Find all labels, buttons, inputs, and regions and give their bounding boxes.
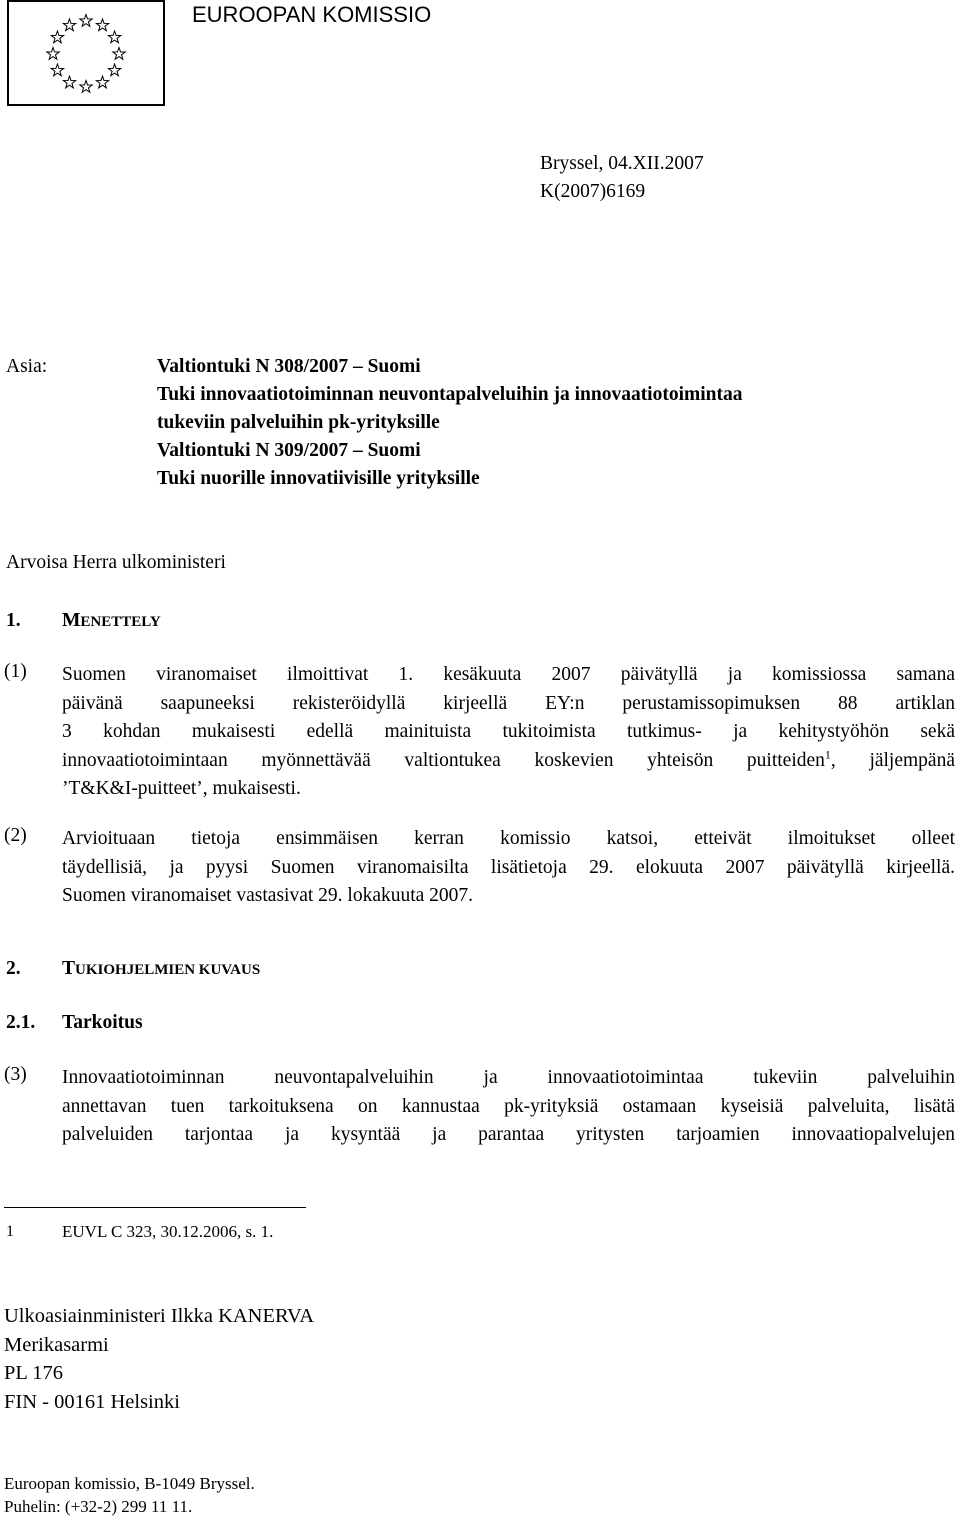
paragraph-text: Innovaatiotoiminnan neuvontapalveluihin ja innovaatiotoimintaa tukeviin palveluihin annettavan tuen tarkoituksena on kannustaa pk-yrityksiä ostamaan kyseisiä palveluita, lisätä palveluiden tarjontaa ja kysyntää ja parantaa yritysten tarjoamien innovaatiopalvelujen <box>62 1067 955 1145</box>
subject-line: Tuki innovaatiotoiminnan neuvontapalveluihin ja innovaatiotoimintaa <box>157 384 743 405</box>
section-heading-2-1 <box>0 1012 960 1040</box>
star-icon <box>63 76 75 88</box>
section-number: 2. <box>6 958 21 979</box>
section-heading-1 <box>0 610 960 638</box>
star-icon <box>80 81 92 93</box>
eu-stars-icon <box>9 2 163 104</box>
paragraph-number: (3) <box>4 1064 27 1085</box>
footnote-divider <box>4 1207 306 1208</box>
star-icon <box>51 64 63 76</box>
star-icon <box>96 76 108 88</box>
star-icon <box>96 19 108 31</box>
eu-flag-logo <box>7 0 165 106</box>
paragraph-text: Suomen viranomaiset ilmoittivat 1. kesäkuuta 2007 päivätyllä ja komissiossa samana päivänä saapuneeksi rekisteröidyllä kirjeellä EY:n perustamissopimuksen 88 artiklan 3 kohdan mukaisesti edellä mainituista tukitoimista tutkimus- ja kehitystyöhön sekä innovaatiotoimintaan myönnettävää valtiontukea koskevien yhteisön puitteiden$^1$, jäljempänä ’T&K&I-puitteet’, mukaisesti. <box>62 664 955 799</box>
paragraph-line-with-footnote: innovaatiotoimintaan myönnettävää valtiontukea koskevien yhteisön puitteiden$^1$, jäljempänä <box>62 747 955 771</box>
star-icon <box>108 31 120 43</box>
addressee-line: FIN - 00161 Helsinki <box>4 1391 180 1413</box>
star-icon <box>80 15 92 27</box>
subject-line: Tuki nuorille innovatiivisille yrityksille <box>157 468 480 489</box>
paragraph-number: (2) <box>4 825 27 846</box>
section-title: TUKIOHJELMIEN KUVAUS <box>62 958 261 979</box>
addressee-line: PL 176 <box>4 1362 64 1384</box>
footnote-reference[interactable]: 1 <box>824 747 831 761</box>
addressee-line: Ulkoasiainministeri Ilkka KANERVA <box>4 1305 315 1327</box>
star-icon <box>51 31 63 43</box>
subject-line: tukeviin palveluihin pk-yrityksille <box>157 412 440 433</box>
subject-label: Asia: <box>6 356 48 377</box>
star-icon <box>108 64 120 76</box>
paragraph-number: (1) <box>4 661 27 682</box>
star-icon <box>47 48 59 60</box>
commission-name: EUROOPAN KOMISSIO <box>192 2 432 27</box>
reference-number: K(2007)6169 <box>540 181 646 202</box>
star-icon <box>113 48 125 60</box>
footer-phone: Puhelin: (+32-2) 299 11 11. <box>4 1497 193 1516</box>
paragraph-text: Arvioituaan tietoja ensimmäisen kerran komissio katsoi, etteivät ilmoitukset olleet täydellisiä, ja pyysi Suomen viranomaisilta lisätietoja 29. elokuuta 2007 päivätyllä kirjeellä. Suomen viranomaiset vastasivat 29. lokakuuta 2007. <box>62 828 955 906</box>
footnote-text: EUVL C 323, 30.12.2006, s. 1. <box>62 1222 274 1241</box>
section-number: 2.1. <box>6 1012 36 1033</box>
subject-line: Valtiontuki N 308/2007 – Suomi <box>157 356 421 377</box>
salutation: Arvoisa Herra ulkoministeri <box>6 552 226 573</box>
section-number: 1. <box>6 610 21 631</box>
section-title: MENETTELY <box>62 610 161 631</box>
footer-address: Euroopan komissio, B-1049 Bryssel. <box>4 1474 255 1493</box>
footnote-number: 1 <box>6 1223 14 1240</box>
place-date: Bryssel, 04.XII.2007 <box>540 153 704 174</box>
section-heading-2 <box>0 958 960 986</box>
subject-line: Valtiontuki N 309/2007 – Suomi <box>157 440 421 461</box>
addressee-line: Merikasarmi <box>4 1334 109 1356</box>
section-title: Tarkoitus <box>62 1012 143 1033</box>
star-icon <box>63 19 75 31</box>
